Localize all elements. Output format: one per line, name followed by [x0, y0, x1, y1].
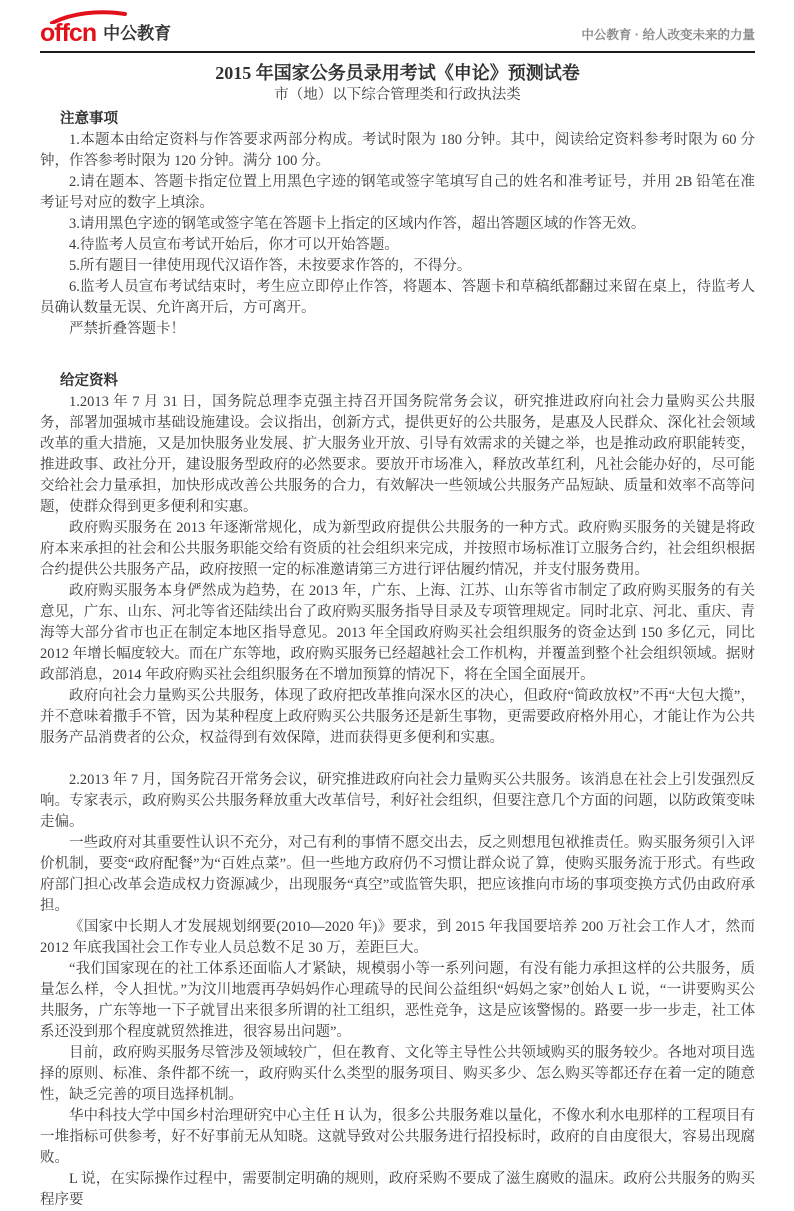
notice-item: 5.所有题目一律使用现代汉语作答，未按要求作答的，不得分。	[69, 258, 472, 274]
material-paragraph: 1.2013 年 7 月 31 日，国务院总理李克强主持召开国务院常务会议，研究推进政府向社会力量购买公共服务，部署加强城市基础设施建设。会议指出，创新方式，提供更好的公共服务，是惠及人民群众、深化社会领域改革的重大措施，又是加快服务业发展、扩大服务业开放、引导有效需求的关键之举，也是推动政府职能转变，推进政事、政社分开，建设服务型政府的必然要求。要放开市场准入，释放改革红利，凡社会能办好的，尽可能交给社会力量承担，加快形成改善公共服务的合力，有效解决一些领域公共服务产品短缺、质量和效率不高等问题，使群众得到更多便利和实惠。	[40, 394, 755, 515]
page-subtitle: 市（地）以下综合管理类和行政执法类	[274, 87, 521, 103]
material-paragraph: 华中科技大学中国乡村治理研究中心主任 H 认为，很多公共服务难以量化，不像水利水电那样的工程项目有一堆指标可供参考，好不好事前无从知晓。这就导致对公共服务进行招投标时，政府的自由度很大，容易出现腐败。	[40, 1108, 755, 1166]
material-paragraph: 政府购买服务在 2013 年逐渐常规化，成为新型政府提供公共服务的一种方式。政府购买服务的关键是将政府本来承担的社会和公共服务职能交给有资质的社会组织来完成，并按照市场标准订立服务合约，社会组织根据合约提供公共服务产品，政府按照一定的标准邀请第三方进行评估履约情况，并支付服务费用。	[40, 520, 755, 578]
notice-heading: 注意事项	[60, 111, 118, 127]
materials-heading: 给定资料	[60, 373, 118, 389]
material-paragraph: “我们国家现在的社工体系还面临人才紧缺，规模弱小等一系列问题，有没有能力承担这样的公共服务，质量怎么样，令人担忧。”为汶川地震再孕妈妈作心理疏导的民间公益组织“妈妈之家”创始人 L 说，“一讲要购买公共服务，广东等地一下子就冒出来很多所谓的社工组织，恶性竞争，这是应该警惕的。路要一步一步走，社工体系还没到那个程度就贸然推进，很容易出问题”。	[40, 961, 755, 1040]
logo-text-en: offcn	[40, 19, 97, 47]
materials-section-1	[40, 392, 755, 749]
notice-item: 6.监考人员宣布考试结束时，考生应立即停止作答，将题本、答题卡和草稿纸都翻过来留在桌上，待监考人员确认数量无误、允许离开后，方可离开。	[40, 279, 755, 316]
page-title: 2015 年国家公务员录用考试《申论》预测试卷	[215, 63, 580, 83]
notice-item: 1.本题本由给定资料与作答要求两部分构成。考试时限为 180 分钟。其中，阅读给定资料参考时限为 60 分钟，作答参考时限为 120 分钟。满分 100 分。	[40, 132, 755, 169]
material-paragraph: 政府向社会力量购买公共服务，体现了政府把改革推向深水区的决心，但政府“简政放权”不再“大包大揽”，并不意味着撒手不管，因为某种程度上政府购买公共服务还是新生事物，更需要政府格外用心，才能让作为公共服务产品消费者的公众，权益得到有效保障，进而获得更多便利和实惠。	[40, 688, 755, 746]
material-paragraph: 政府购买服务本身俨然成为趋势，在 2013 年，广东、上海、江苏、山东等省市制定了政府购买服务的有关意见，广东、山东、河北等省还陆续出台了政府购买服务指导目录及专项管理规定。同时北京、河北、重庆、青海等大部分省市也正在制定本地区指导意见。2013 年全国政府购买社会组织服务的资金达到 150 多亿元，同比 2012 年增长幅度较大。而在广东等地，政府购买服务已经超越社会工作机构，并覆盖到整个社会组织领域。据财政部消息，2014 年政府购买社会组织服务在不增加预算的情况下，将在全国全面展开。	[40, 583, 755, 683]
material-paragraph: 《国家中长期人才发展规划纲要(2010—2020 年)》要求，到 2015 年我国要培养 200 万社会工作人才，然而 2012 年底我国社会工作专业人员总数不足 30 万，差距巨大。	[40, 919, 755, 956]
notice-list	[40, 130, 755, 340]
brand-header	[40, 12, 755, 53]
material-paragraph: L 说，在实际操作过程中，需要制定明确的规则，政府采购不要成了滋生腐败的温床。政府公共服务的购买程序要	[40, 1171, 755, 1208]
notice-item: 4.待监考人员宣布考试开始后，你才可以开始答题。	[69, 237, 399, 253]
material-paragraph: 一些政府对其重要性认识不充分，对己有利的事情不愿交出去，反之则想甩包袱推责任。购买服务须引入评价机制，要变“政府配餐”为“百姓点菜”。但一些地方政府仍不习惯让群众说了算，使购买服务流于形式。有些政府部门担心改革会造成权力资源减少，出现服务“真空”或监管失职，把应该推向市场的事项变换方式仍由政府承担。	[40, 835, 755, 914]
notice-item: 严禁折叠答题卡！	[69, 321, 185, 337]
logo-text-cn: 中公教育	[103, 24, 172, 43]
materials-section-2	[40, 770, 755, 1211]
offcn-logo	[40, 12, 171, 46]
notice-item: 2.请在题本、答题卡指定位置上用黑色字迹的钢笔或签字笔填写自己的姓名和准考证号，并用 2B 铅笔在准考证号对应的数字上填涂。	[40, 174, 755, 211]
logo-mark	[40, 12, 96, 46]
brand-slogan: 中公教育 · 给人改变未来的力量	[581, 28, 755, 42]
logo-swoosh-icon	[50, 10, 128, 24]
notice-item: 3.请用黑色字迹的钢笔或签字笔在答题卡上指定的区域内作答，超出答题区域的作答无效。	[69, 216, 646, 232]
material-paragraph: 2.2013 年 7 月，国务院召开常务会议，研究推进政府向社会力量购买公共服务。该消息在社会上引发强烈反响。专家表示，政府购买公共服务释放重大改革信号，利好社会组织，但要注意几个方面的问题，以防政策变味走偏。	[40, 772, 755, 830]
material-paragraph: 目前，政府购买服务尽管涉及领域较广，但在教育、文化等主导性公共领域购买的服务较少。各地对项目选择的原则、标准、条件都不统一，政府购买什么类型的服务项目、购买多少、怎么购买等都还存在着一定的随意性，缺乏完善的项目选择机制。	[40, 1045, 755, 1103]
